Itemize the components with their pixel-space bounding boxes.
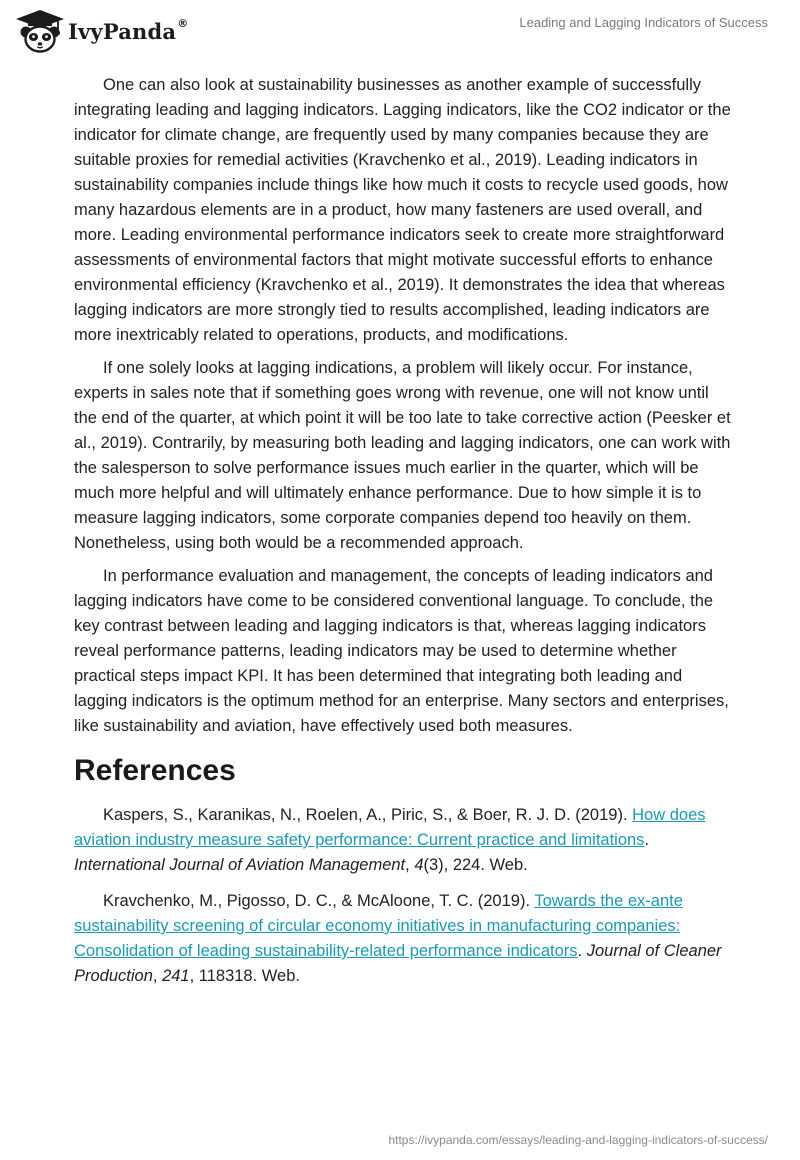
body-paragraph: One can also look at sustainability businesses as another example of successfully integrating leading and lagging indicators. Lagging indicators, like the CO2 indicator or the indicator for climate change, are frequently used by many companies because they are suitable proxies for remedial activities (Kravchenko et al., 2019). Leading indicators in sustainability companies include things like how much it costs to recycle used goods, how many hazardous elements are in a product, how many fasteners are used overall, and more. Leading environmental performance indicators seek to create more straightforward assessments of environmental factors that might motivate successful efforts to enhance environmental efficiency (Kravchenko et al., 2019). It demonstrates the idea that whereas lagging indicators are more strongly tied to results accomplished, leading indicators are more inextricably related to operations, products, and modifications. — [74, 76, 731, 344]
source-url[interactable]: https://ivypanda.com/essays/leading-and-lagging-indicators-of-success/ — [388, 1133, 768, 1147]
reference-volume: 4 — [414, 856, 424, 874]
reference-authors: Kaspers, S., Karanikas, N., Roelen, A., Piric, S., & Boer, R. J. D. (2019). — [103, 806, 633, 824]
ivypanda-logo[interactable] — [14, 8, 188, 54]
reference-entry: Kravchenko, M., Pigosso, D. C., & McAloone, T. C. (2019). Towards the ex-ante sustainability screening of circular economy initiatives in manufacturing companies: Consolidation of leading sustainability-related performance indicators. Journal of Cleaner Production, 241, 118318. Web. — [74, 892, 722, 985]
references-heading: References — [74, 754, 236, 787]
document-title: Leading and Lagging Indicators of Success — [519, 15, 768, 30]
reference-entry: Kaspers, S., Karanikas, N., Roelen, A., Piric, S., & Boer, R. J. D. (2019). How does aviation industry measure safety performance: Current practice and limitations. International Journal of Aviation Management, 4(3), 224. Web. — [74, 806, 706, 874]
reference-tail: , 118318. Web. — [189, 967, 300, 985]
reference-link[interactable]: How does aviation industry measure safety performance: Current practice and limitations — [74, 806, 706, 849]
reference-volume: 241 — [162, 967, 190, 985]
panda-graduate-icon — [14, 8, 66, 54]
registered-mark: ® — [177, 16, 189, 30]
reference-journal: International Journal of Aviation Management — [74, 856, 406, 874]
body-paragraph: In performance evaluation and management, the concepts of leading indicators and lagging indicators have come to be considered conventional language. To conclude, the key contrast between leading and lagging indicators is that, whereas lagging indicators reveal performance patterns, leading indicators may be used to determine whether practical steps impact KPI. It has been determined that integrating both leading and lagging indicators is the optimum method for an enterprise. Many sectors and enterprises, like sustainability and aviation, have effectively used both measures. — [74, 567, 729, 735]
logo-text — [68, 16, 189, 44]
page-header — [0, 0, 800, 62]
body-paragraph: If one solely looks at lagging indications, a problem will likely occur. For instance, experts in sales note that if something goes wrong with revenue, one will not know until the end of the quarter, at which point it will be too late to take corrective action (Peesker et al., 2019). Contrarily, by measuring both leading and lagging indicators, one can work with the salesperson to solve performance issues much earlier in the quarter, which will be much more helpful and will ultimately enhance performance. Due to how simple it is to measure lagging indicators, some corporate companies depend too heavily on them. Nonetheless, using both would be a recommended approach. — [74, 359, 731, 552]
logo-name: IvyPanda — [68, 18, 177, 44]
essay-content — [74, 73, 734, 1000]
reference-tail: (3), 224. Web. — [423, 856, 528, 874]
reference-authors: Kravchenko, M., Pigosso, D. C., & McAloone, T. C. (2019). — [103, 892, 535, 910]
reference-link[interactable]: Towards the ex-ante sustainability screening of circular economy initiatives in manufacturing companies: Consolidation of leading sustainability-related performance indicators — [74, 892, 683, 960]
reference-journal: Journal of Cleaner Production — [74, 942, 722, 985]
